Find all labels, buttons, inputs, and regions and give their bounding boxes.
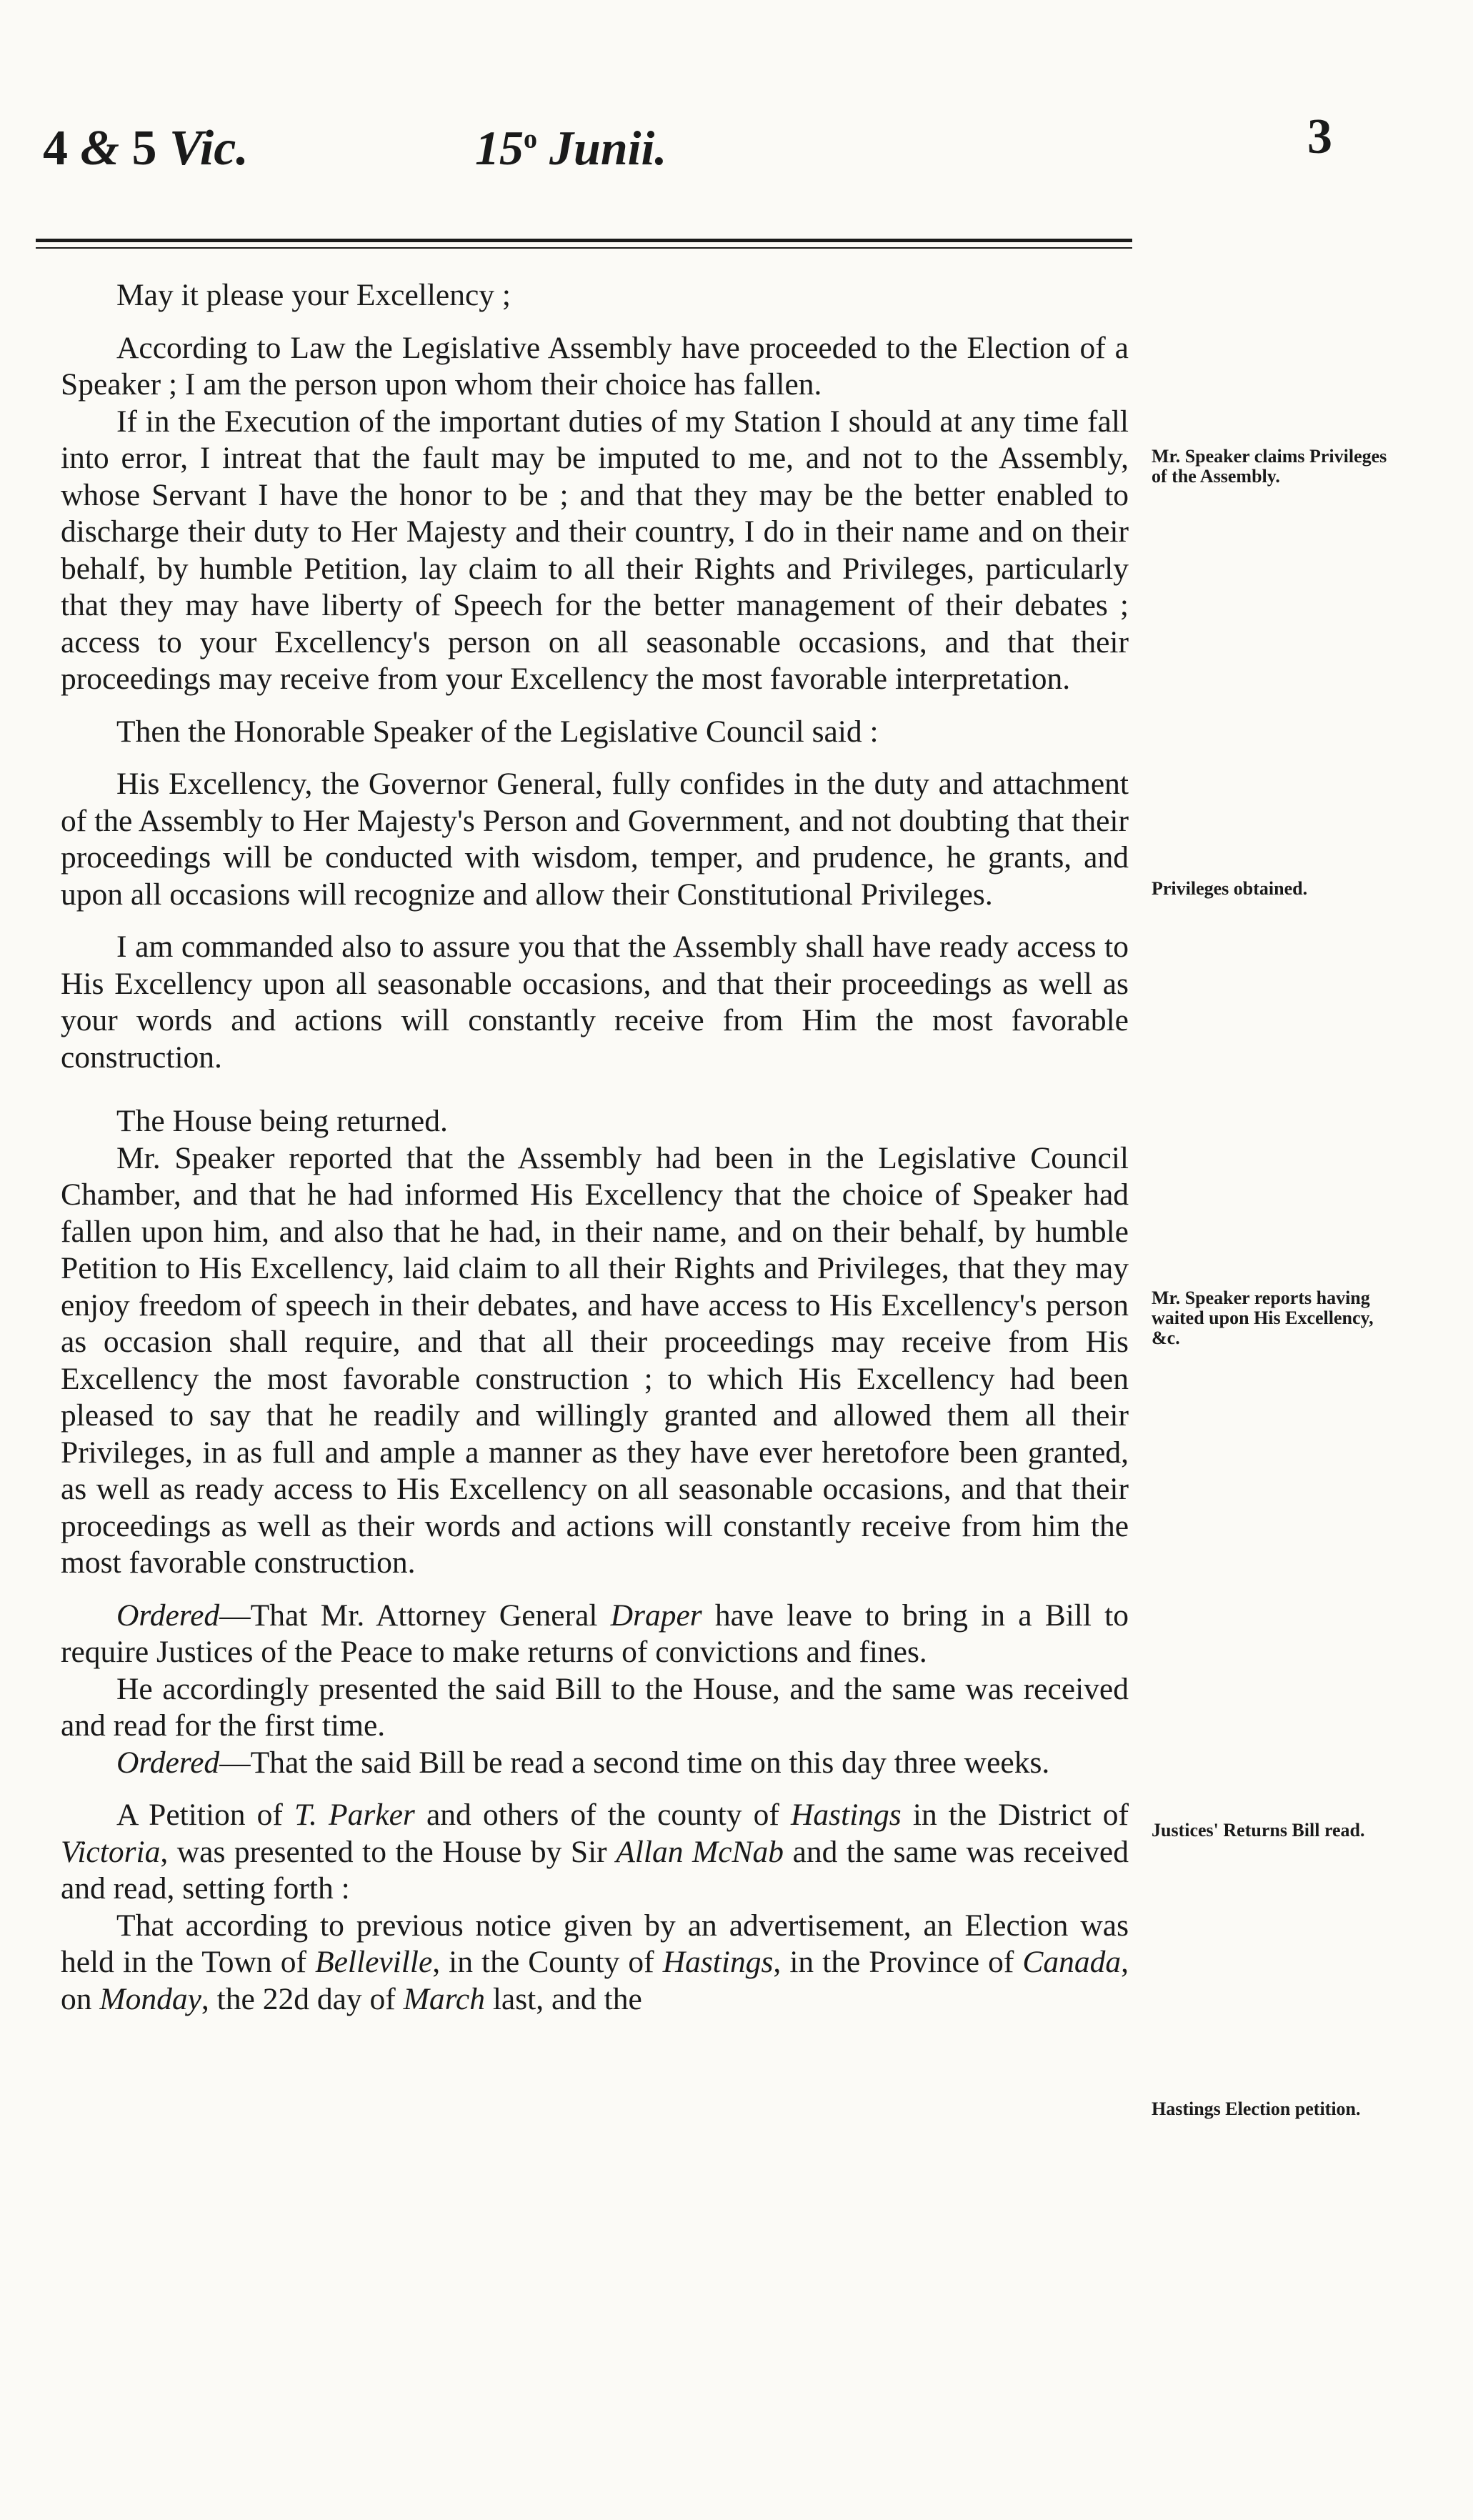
paragraph-hastings-petition: A Petition of T. Parker and others of the county of Hastings in the District of Victoria, was presented to the House by Sir Allan McNab and the same was received and read, setting forth :	[61, 1798, 1129, 1906]
regnal-year-1: 4	[43, 121, 68, 176]
paragraph-access-assurance: I am commanded also to assure you that the Assembly shall have ready access to His Excellency upon all seasonable occasions, and that their proceedings as well as your words and actions will constantly receive from Him the most favorable construction.	[61, 930, 1129, 1075]
header-rule-thin	[36, 247, 1132, 249]
page-number: 3	[1307, 109, 1332, 164]
ampersand: &	[80, 121, 119, 176]
paragraph-speaker-report: Mr. Speaker reported that the Assembly had been in the Legislative Council Chamber, and that he had informed His Excellency that the choice of Speaker had fallen upon him, and also that he had, in their name, and on their behalf, by humble Petition to His Excellency, laid claim to all their Rights and Privileges, that they may enjoy freedom of speech in their debates, and have access to His Excellency's person as occasion shall require, and that all their proceedings may receive from His Excellency the most favorable construction ; to which His Excellency had been pleased to say that he readily and willingly granted and allowed them all their Privileges, in as full and ample a manner as they have ever heretofore been granted, as well as ready access to His Excellency on all seasonable occasions, and that their proceedings as well as their words and actions will constantly receive from him the most favorable construction.	[61, 1140, 1129, 1580]
paragraph-privileges-claim: If in the Execution of the important duties of my Station I should at any time fall into error, I intreat that the fault may be imputed to me, and not to the Assembly, whose Servant I have the honor to be ; and that they may be the better enabled to discharge their duty to Her Majesty and their country, I do in their name and on their behalf, by humble Petition, lay claim to all their Rights and Privileges, particularly that they may have liberty of Speech for the better management of their debates ; access to your Excellency's person on all seasonable occasions, and that their proceedings may receive from your Excellency the most favorable interpretation.	[61, 404, 1129, 696]
date-month: Junii.	[549, 121, 667, 175]
margin-note-speaker-reports: Mr. Speaker reports having waited upon His Excellency, &c.	[1152, 1288, 1374, 1348]
salutation: May it please your Excellency ;	[116, 278, 511, 312]
paragraph-council-speaker: Then the Honorable Speaker of the Legislative Council said :	[116, 714, 879, 749]
paragraph-second-reading: Ordered—That the said Bill be read a second time on this day three weeks.	[116, 1745, 1050, 1780]
margin-note-hastings-petition: Hastings Election petition.	[1152, 2098, 1361, 2119]
body-text	[61, 277, 1129, 2018]
paragraph-governor-reply: His Excellency, the Governor General, fully confides in the duty and attachment of the Assembly to Her Majesty's Person and Government, and not doubting that their proceedings will be conducted with wisdom, temper, and prudence, he grants, and upon all occasions will recognize and allow their Constitutional Privileges.	[61, 767, 1129, 912]
margin-note-privileges-obtained: Privileges obtained.	[1152, 878, 1308, 899]
date-day: 15	[475, 121, 524, 175]
margin-note-justices-bill: Justices' Returns Bill read.	[1152, 1820, 1365, 1841]
running-head-left	[43, 120, 249, 177]
regnal-year-2: 5	[131, 121, 157, 176]
sovereign-abbrev: Vic.	[169, 121, 249, 176]
running-head-date	[475, 120, 666, 176]
margin-note-speaker-claims: Mr. Speaker claims Privileges of the Assembly.	[1152, 446, 1387, 487]
paragraph-ordered-bill: Ordered—That Mr. Attorney General Draper have leave to bring in a Bill to require Justices of the Peace to make returns of convictions and fines.	[61, 1598, 1129, 1669]
date-degree: o	[524, 124, 537, 154]
header-rule-thick	[36, 239, 1132, 242]
paragraph-house-returned: The House being returned.	[116, 1104, 448, 1138]
paragraph-election-notice: That according to previous notice given by an advertisement, an Election was held in the Town of Belleville, in the County of Hastings, in the Province of Canada, on Monday, the 22d day of March last, and the	[61, 1908, 1129, 2016]
paragraph-bill-presented: He accordingly presented the said Bill to the House, and the same was received and read for the first time.	[61, 1671, 1129, 1743]
paragraph-election: According to Law the Legislative Assembly have proceeded to the Election of a Speaker ; I am the person upon whom their choice has fallen.	[61, 330, 1129, 402]
